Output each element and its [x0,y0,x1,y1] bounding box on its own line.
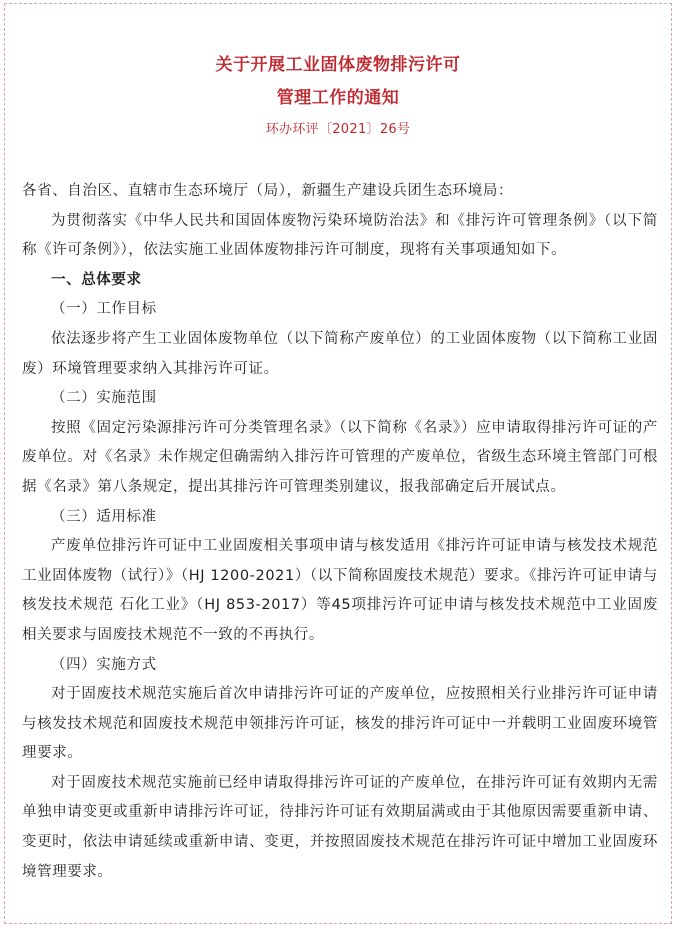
section-heading: 一、总体要求 [51,271,142,288]
salutation: 各省、自治区、直辖市生态环境厅（局），新疆生产建设兵团生态环境局： [22,183,514,199]
document-body [22,177,658,887]
body-paragraph: 产废单位排污许可证中工业固废相关事项申请与核发适用《排污许可证申请与核发技术规范 工业固体废物（试行）》（HJ 1200-2021）（以下简称固废技术规范）要求。《排污许可证申请与核发技术规范 石化工业》（HJ 853-2017）等45项排污许可证申请与核发技术规范中工业固废相关要求与固废技术规范不一致的不再执行。 [22,538,658,643]
subsection-heading: （一）工作目标 [51,301,157,318]
body-paragraph: 按照《固定污染源排污许可分类管理名录》（以下简称《名录》）应申请取得排污许可证的产废单位。对《名录》未作规定但确需纳入排污许可管理的产废单位，省级生态环境主管部门可根据《名录》第八条规定，提出其排污许可管理类别建议，报我部确定后开展试点。 [22,419,658,495]
subsection-heading: （二）实施范围 [51,390,157,407]
body-paragraph: 依法逐步将产生工业固体废物单位（以下简称产废单位）的工业固体废物（以下简称工业固废）环境管理要求纳入其排污许可证。 [22,330,658,377]
intro-paragraph: 为贯彻落实《中华人民共和国固体废物污染环境防治法》和《排污许可管理条例》（以下简称《许可条例》），依法实施工业固体废物排污许可制度，现将有关事项通知如下。 [22,212,658,259]
subsection-heading: （三）适用标准 [51,508,157,525]
body-paragraph: 对于固废技术规范实施后首次申请排污许可证的产废单位，应按照相关行业排污许可证申请与核发技术规范和固废技术规范申领排污许可证，核发的排污许可证中一并载明工业固废环境管理要求。 [22,686,658,762]
body-paragraph: 对于固废技术规范实施前已经申请取得排污许可证的产废单位，在排污许可证有效期内无需单独申请变更或重新申请排污许可证，待排污许可证有效期届满或由于其他原因需要重新申请、变更时，依法申请延续或重新申请、变更，并按照固废技术规范在排污许可证中增加工业固废环境管理要求。 [22,774,658,880]
subsection-heading: （四）实施方式 [51,656,157,673]
document-number: 环办环评〔2021〕26号 [265,122,411,137]
document-title-line-2: 管理工作的通知 [276,88,400,108]
document-title-line-1: 关于开展工业固体废物排污许可 [215,55,461,75]
